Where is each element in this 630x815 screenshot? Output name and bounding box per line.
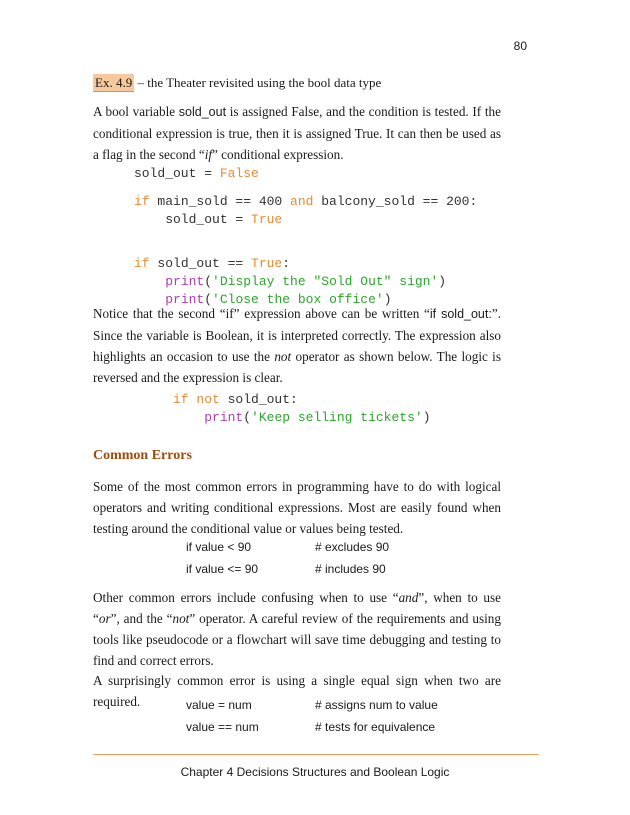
example-row <box>186 720 259 734</box>
code-line: print('Close the box office') <box>165 292 392 307</box>
text: ”, and the “ <box>110 611 173 626</box>
code-keyword: if <box>134 194 150 209</box>
code-text: balcony_sold == 200: <box>313 194 478 209</box>
paragraph-notice <box>93 303 501 388</box>
example-code: value == num <box>186 720 259 734</box>
code-keyword: if <box>134 256 150 271</box>
example-comment: # includes 90 <box>315 562 386 576</box>
example-comment: # excludes 90 <box>315 540 390 554</box>
example-title: – the Theater revisited using the bool data type <box>134 75 382 90</box>
code-line <box>173 391 431 409</box>
emphasis: not <box>274 349 292 364</box>
footer-chapter-title: Chapter 4 Decisions Structures and Boolean Logic <box>180 765 450 779</box>
paragraph-bool-intro <box>93 101 501 165</box>
code-line: print('Keep selling tickets') <box>204 410 431 425</box>
code-keyword: if not <box>173 392 220 407</box>
code-text: : <box>282 256 291 271</box>
example-comment: # tests for equivalence <box>315 720 436 734</box>
code-string: 'Close the box office' <box>212 292 384 307</box>
code-line <box>134 193 477 211</box>
emphasis: not <box>172 611 190 626</box>
text: Notice that the second “if” expression above can be written “ <box>93 306 430 321</box>
code-line: print('Display the "Sold Out" sign') <box>165 274 447 289</box>
code-block-1 <box>134 165 477 309</box>
section-heading: Common Errors <box>93 448 192 463</box>
code-function: print <box>165 292 205 307</box>
inline-code: sold_out <box>178 105 227 119</box>
code-line <box>134 255 477 273</box>
code-line <box>134 211 477 229</box>
code-string: 'Keep selling tickets' <box>251 410 423 425</box>
emphasis: or <box>98 611 111 626</box>
text: Other common errors include confusing when to use “ <box>93 590 399 605</box>
code-text: sold_out == <box>149 256 252 271</box>
code-block-2 <box>173 391 431 427</box>
emphasis: and <box>398 590 419 605</box>
footer-rule <box>93 754 539 755</box>
text: operator as shown below. The logic is reversed and the expression is clear. <box>93 349 501 385</box>
example-code: value = num <box>186 698 252 712</box>
example-label: Ex. 4.9 <box>95 75 133 90</box>
emphasis: if <box>204 147 213 162</box>
example-row <box>186 562 258 576</box>
page-number: 80 <box>513 39 527 53</box>
example-row <box>186 698 252 712</box>
code-text: sold_out = <box>134 166 220 181</box>
text: ” operator. A careful review of the requirements and using tools like pseudocode or a flowchart will save time debugging and testing to find and correct errors. <box>93 611 501 668</box>
code-text: main_sold == 400 <box>149 194 291 209</box>
code-function: print <box>204 410 244 425</box>
code-keyword: True <box>251 212 283 227</box>
code-keyword: False <box>219 166 259 181</box>
code-keyword: True <box>251 256 283 271</box>
text: ”, when to use “ <box>93 590 501 626</box>
text: is assigned False, and the condition is tested. If the conditional expression is true, then it is assigned True. It can then be used as a flag in the second “ <box>93 104 501 162</box>
inline-code: if sold_out: <box>429 307 492 321</box>
text: ” conditional expression. <box>212 147 344 162</box>
paragraph-equal-sign: A surprisingly common error is using a single equal sign when two are required. <box>93 673 501 709</box>
example-comment: # assigns num to value <box>315 698 438 712</box>
code-function: print <box>165 274 205 289</box>
paragraph-common-errors: Some of the most common errors in programming have to do with logical operators and writing conditional expressions. Most are easily found when testing around the conditional value or values being tested. <box>93 479 501 536</box>
code-text: sold_out: <box>219 392 298 407</box>
code-string: 'Display the "Sold Out" sign' <box>212 274 439 289</box>
code-keyword: and <box>290 194 314 209</box>
paragraph-other-errors <box>93 587 501 671</box>
code-line <box>134 165 477 183</box>
code-text: sold_out = <box>134 212 252 227</box>
example-row <box>186 540 251 554</box>
text: A bool variable <box>93 104 179 119</box>
text: ”. Since the variable is Boolean, it is interpreted correctly. The expression also highlights an occasion to use the <box>93 306 501 364</box>
example-caption <box>93 75 381 91</box>
example-code: if value <= 90 <box>186 562 259 576</box>
example-code: if value < 90 <box>186 540 252 554</box>
